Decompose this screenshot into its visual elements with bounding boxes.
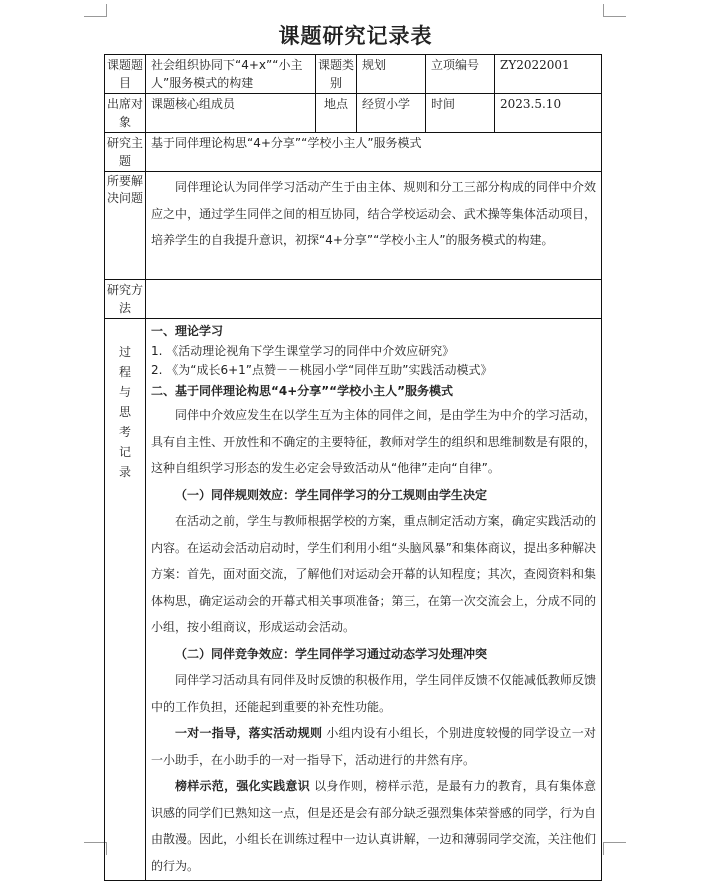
body-paragraph bbox=[151, 773, 596, 879]
time-value: 2023.5.10 bbox=[495, 94, 602, 133]
body-paragraph: 同伴中介效应发生在以学生互为主体的同伴之间，是由学生为中介的学习活动，具有自主性、开放性和不确定的主要特征，教师对学生的组织和思维制数是有限的，这种自组织学习形态的发生必定会导致活动从“他律”走向“自律”。 bbox=[151, 408, 596, 475]
row-process-record bbox=[105, 319, 602, 881]
process-label-char: 记 bbox=[118, 445, 131, 459]
topic-value: 社会组织协同下“4+x”“小主人”服务模式的构建 bbox=[146, 55, 316, 94]
subsection-heading: （二）同伴竞争效应：学生同伴学习通过动态学习处理冲突 bbox=[175, 646, 488, 661]
method-label: 研究方法 bbox=[105, 280, 146, 319]
attendees-label: 出席对象 bbox=[105, 94, 146, 133]
topic-label: 课题题目 bbox=[105, 55, 146, 94]
project-number-label: 立项编号 bbox=[426, 55, 495, 94]
process-label-char: 录 bbox=[118, 465, 131, 479]
body-paragraph bbox=[151, 720, 596, 773]
paragraph-text: 以身作则，榜样示范，是最有力的教育，具有集体意识感的同学们已熟知这一点，但是还是会有部分缺乏强烈集体荣誉感的同学，行为自由散漫。因此，小组长在训练过程中一边认真讲解，一边和薄弱同学交流，关注他们的行为。 bbox=[151, 779, 596, 873]
problem-value bbox=[146, 172, 602, 280]
research-theme-label: 研究主题 bbox=[105, 133, 146, 172]
category-label: 课题类别 bbox=[316, 55, 357, 94]
paragraph-text: 小组内设有小组长，个别进度较慢的同学设立一对一小助手，在小助手的一对一指导下，活动进行的井然有序。 bbox=[151, 726, 596, 767]
reference-item: 2. 《为“成长6+1”点赞－－桃园小学“同伴互助”实践活动模式》 bbox=[151, 363, 493, 377]
research-theme-value: 基于同伴理论构思“4+分享”“学校小主人”服务模式 bbox=[146, 133, 602, 172]
row-problem bbox=[105, 172, 602, 280]
body-paragraph: 同伴学习活动具有同伴及时反馈的积极作用，学生同伴反馈不仅能减低教师反馈中的工作负担，还能起到重要的补充性功能。 bbox=[151, 673, 596, 714]
problem-paragraph: 同伴理论认为同伴学习活动产生于由主体、规则和分工三部分构成的同伴中介效应之中，通过学生同伴之间的相互协同，结合学校运动会、武术操等集体活动项目，培养学生的自我提升意识，初探“4+分享”“学校小主人”的服务模式的构建。 bbox=[151, 180, 596, 247]
location-label: 地点 bbox=[316, 94, 357, 133]
row-attendees bbox=[105, 94, 602, 133]
location-value: 经贸小学 bbox=[357, 94, 426, 133]
project-number-value: ZY2022001 bbox=[495, 55, 602, 94]
inline-heading: 榜样示范，强化实践意识 bbox=[175, 779, 310, 793]
page-corner-mark bbox=[603, 4, 626, 17]
problem-label: 所要解决问题 bbox=[105, 172, 146, 280]
record-table bbox=[104, 54, 602, 881]
page-corner-mark bbox=[84, 4, 107, 17]
method-value bbox=[146, 280, 602, 319]
process-label-char: 程 bbox=[118, 365, 131, 379]
reference-item: 1. 《活动理论视角下学生课堂学习的同伴中介效应研究》 bbox=[151, 344, 455, 358]
time-label: 时间 bbox=[426, 94, 495, 133]
inline-heading: 一对一指导，落实活动规则 bbox=[175, 726, 323, 740]
section-heading: 一、理论学习 bbox=[151, 324, 224, 338]
section-heading: 二、基于同伴理论构思“4+分享”“学校小主人”服务模式 bbox=[151, 384, 453, 398]
process-record-label bbox=[105, 319, 146, 881]
row-topic bbox=[105, 55, 602, 94]
process-label-char: 过 bbox=[118, 345, 131, 359]
category-value: 规划 bbox=[357, 55, 426, 94]
process-record-content bbox=[146, 319, 602, 881]
page-corner-mark bbox=[603, 842, 626, 855]
body-paragraph: 在活动之前，学生与教师根据学校的方案，重点制定活动方案，确定实践活动的内容。在运动会活动启动时，学生们利用小组“头脑风暴”和集体商议，提出多种解决方案：首先，面对面交流，了解他们对运动会开幕的认知程度；其次，查阅资料和集体构思，确定运动会的开幕式相关事项准备；第三，在第一次交流会上，分成不同的小组，按小组商议，形成运动会活动。 bbox=[151, 514, 596, 634]
process-label-char: 考 bbox=[118, 425, 131, 439]
process-label-char: 思 bbox=[118, 405, 131, 419]
row-research-theme bbox=[105, 133, 602, 172]
subsection-heading: （一）同伴规则效应：学生同伴学习的分工规则由学生决定 bbox=[175, 487, 488, 502]
row-method bbox=[105, 280, 602, 319]
document-title: 课题研究记录表 bbox=[278, 23, 433, 48]
process-label-char: 与 bbox=[118, 385, 131, 399]
attendees-value: 课题核心组成员 bbox=[146, 94, 316, 133]
